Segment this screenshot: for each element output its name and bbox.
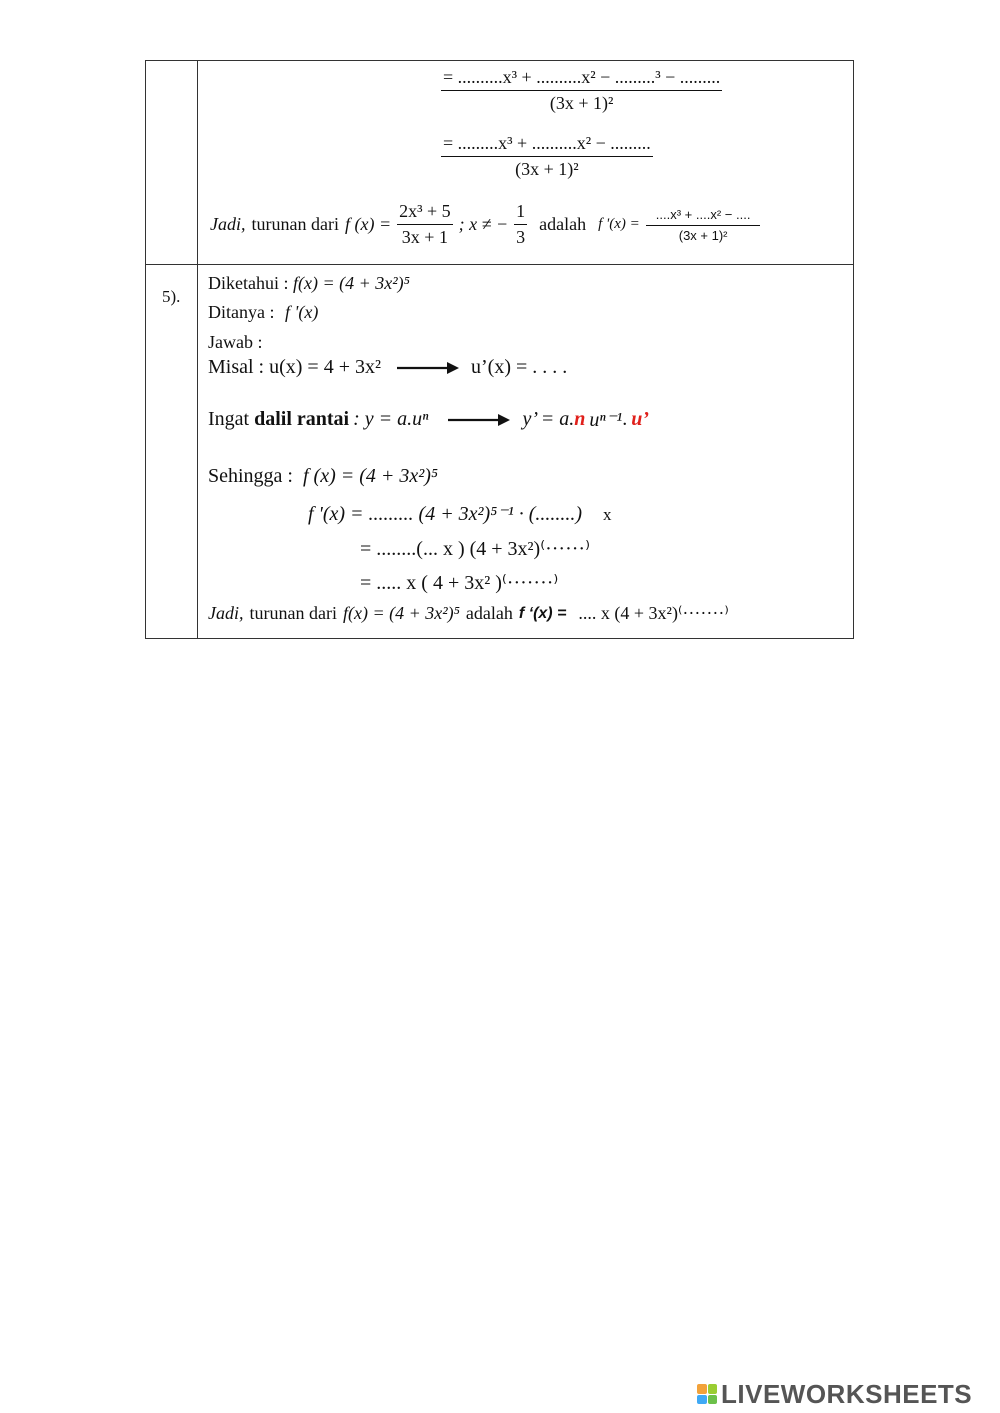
arrow-right-icon: [448, 413, 510, 427]
ingat-prefix: Ingat: [208, 408, 250, 430]
ditanya-label: Ditanya :: [208, 302, 275, 322]
ditanya-expression: f '(x): [284, 302, 319, 322]
fx-numerator: 2x³ + 5: [397, 201, 453, 225]
final-conclusion-line: [208, 603, 729, 624]
step-1-numerator: = ..........x³ + ..........x² − .........³ − .........: [441, 67, 722, 91]
chain-rule-result-a: y’ = a.: [522, 408, 575, 430]
row-number-cell: [146, 265, 198, 639]
final-jadi-label: Jadi,: [208, 603, 244, 623]
final-fpx-label: f ‘(x) =: [518, 604, 567, 622]
arrow-right-icon: [397, 361, 459, 375]
row-number-cell: [146, 61, 198, 265]
ingat-bold-text: dalil rantai: [254, 408, 350, 430]
derivation-step-2: = ........(... x ) (4 + 3x²)⁽······⁾: [360, 538, 590, 560]
misal-derivative: u’(x) = . . . .: [471, 356, 568, 378]
step-1-denominator: (3x + 1)²: [549, 93, 614, 113]
ingat-line: [208, 407, 649, 432]
ditanya-line: [208, 302, 318, 323]
fpx-label: f '(x) =: [598, 216, 640, 232]
condition-numerator: 1: [514, 201, 527, 225]
solution-table: [145, 60, 854, 639]
conclusion-line: [210, 201, 760, 248]
table-row: [146, 61, 854, 265]
diketahui-line: [208, 273, 410, 294]
fpx-denominator: (3x + 1)²: [678, 227, 728, 243]
sehingga-expression: f (x) = (4 + 3x²)⁵: [303, 465, 438, 487]
question-number: 5).: [162, 287, 181, 306]
conclusion-text: turunan dari: [251, 214, 339, 234]
final-adalah-label: adalah: [465, 603, 513, 623]
derivation-step-3: = ..... x ( 4 + 3x² )⁽·······⁾: [360, 572, 559, 594]
step-2-denominator: (3x + 1)²: [515, 159, 579, 179]
chain-rule-formula: : y = a.uⁿ: [353, 408, 429, 430]
step-2-numerator: = .........x³ + ..........x² − .........: [441, 133, 653, 157]
chain-rule-result-u: uⁿ⁻¹: [589, 409, 623, 431]
solution-cell: [198, 61, 854, 265]
brand-name: LIVEWORKSHEETS: [721, 1378, 973, 1409]
diketahui-expression: f(x) = (4 + 3x²)⁵: [292, 273, 410, 293]
jawab-label: Jawab :: [208, 332, 263, 352]
fx-denominator: 3x + 1: [401, 227, 448, 247]
misal-line: [208, 356, 567, 379]
jadi-label: Jadi,: [210, 214, 246, 234]
table-row: [146, 265, 854, 639]
step-1-x: x: [603, 505, 612, 524]
liveworksheets-logo: [697, 1378, 972, 1410]
logo-mark-icon: [697, 1384, 717, 1404]
misal-expression: Misal : u(x) = 4 + 3x²: [208, 356, 381, 378]
derivation-step-1: [308, 501, 612, 526]
condition-denominator: 3: [516, 227, 526, 247]
adalah-label: adalah: [539, 214, 587, 234]
step-1-expression: f '(x) = ......... (4 + 3x²)⁵⁻¹ · (........): [308, 503, 583, 525]
fx-label: f (x) =: [344, 214, 392, 234]
step-line-1: [441, 67, 722, 114]
solution-cell: [198, 265, 854, 639]
final-fx-expression: f(x) = (4 + 3x²)⁵: [342, 603, 460, 623]
final-conclusion-text: turunan dari: [249, 603, 337, 623]
final-answer-expression: .... x (4 + 3x²)⁽·······⁾: [578, 603, 729, 623]
sehingga-label: Sehingga :: [208, 465, 293, 487]
domain-condition: ; x ≠ −: [458, 214, 509, 234]
sehingga-line: [208, 465, 438, 488]
chain-rule-result-dot: .: [622, 408, 628, 430]
chain-rule-result-n: n: [574, 408, 586, 430]
step-line-2: [441, 133, 653, 180]
fpx-numerator: ....x³ + ....x² − ....: [646, 207, 761, 226]
diketahui-label: Diketahui :: [208, 273, 289, 293]
chain-rule-result-uprime: u’: [631, 408, 650, 430]
